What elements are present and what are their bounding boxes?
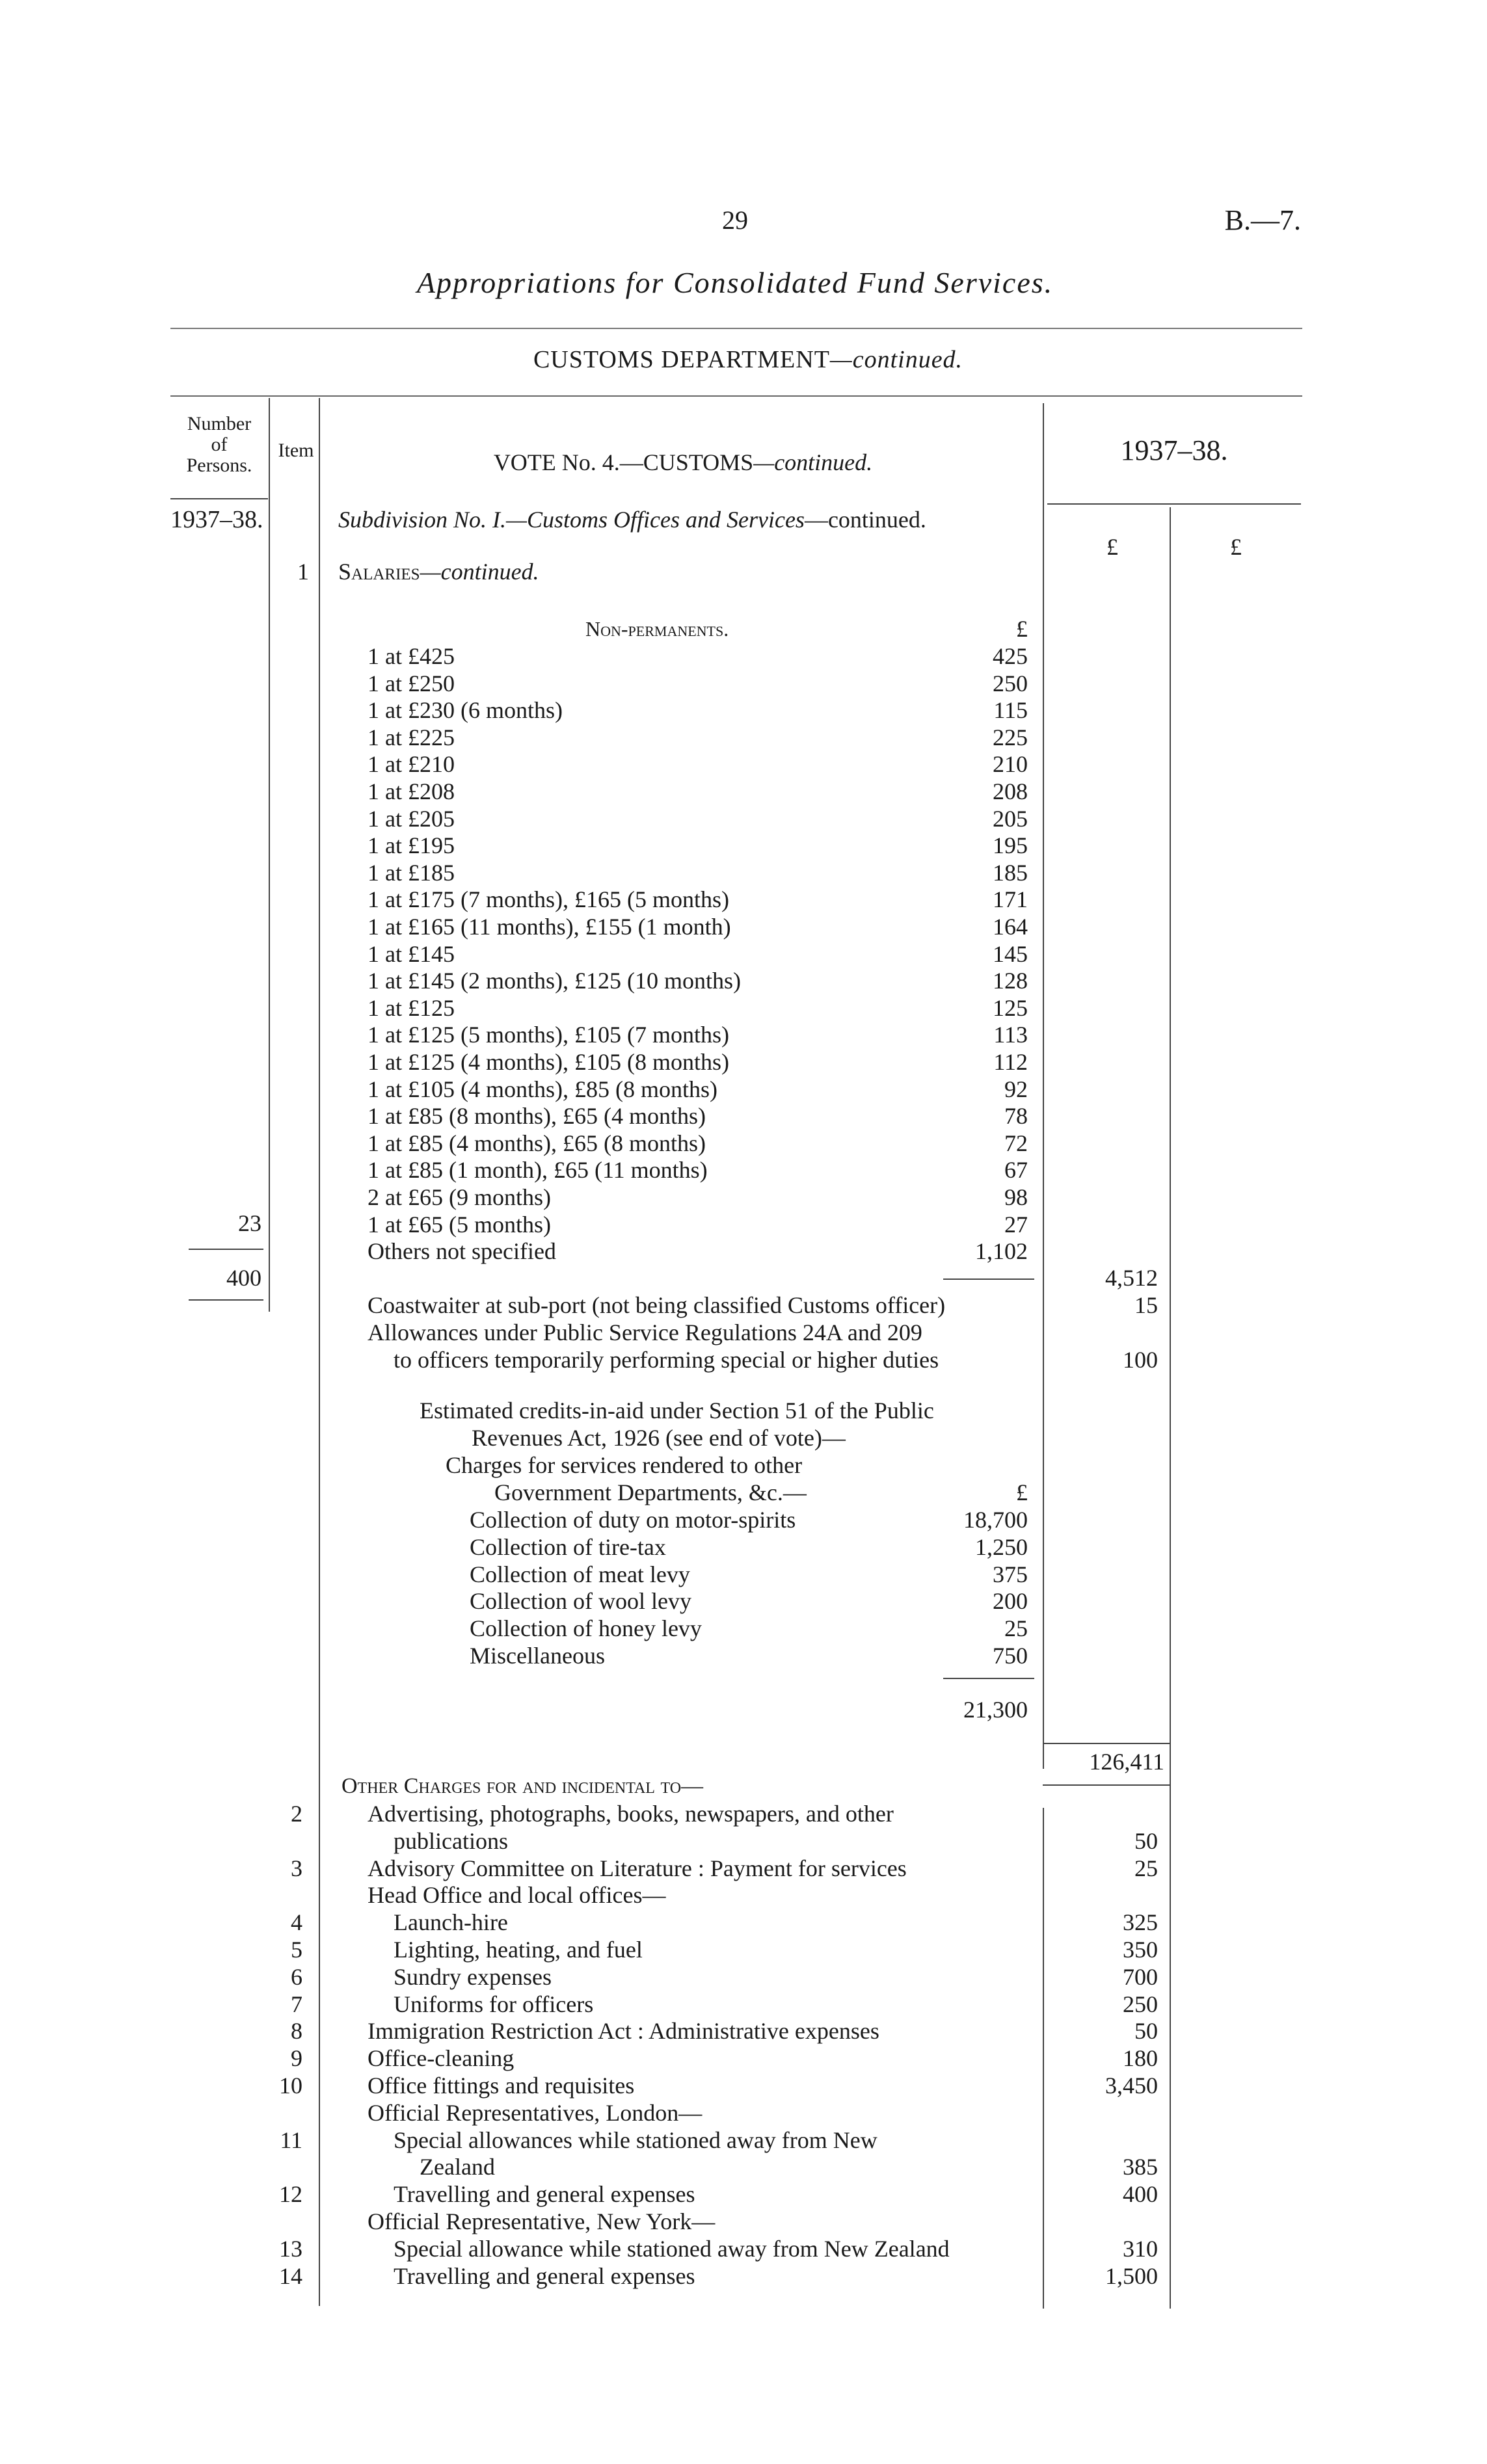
salary-row-value: 205 <box>924 805 1028 832</box>
salary-row-label: 1 at £185 <box>368 860 455 886</box>
other-charge-item-number: 12 <box>279 2181 302 2207</box>
other-charge-value: 1,500 <box>1105 2263 1158 2289</box>
other-charge-item-number: 11 <box>280 2127 302 2153</box>
other-charge-label: Office fittings and requisites <box>368 2073 635 2099</box>
other-charge-label: Advisory Committee on Literature : Payment for services <box>368 1855 907 1881</box>
allowances-label-line-1: Allowances under Public Service Regulations 24A and 209 <box>368 1319 922 1345</box>
salary-row-value: 112 <box>924 1048 1028 1076</box>
item-column-rule <box>319 398 320 2306</box>
other-charge-value: 325 <box>1123 1909 1158 1935</box>
page-number: 29 <box>722 205 748 235</box>
credit-row-label: Collection of wool levy <box>470 1588 691 1614</box>
salaries-total: 126,411 <box>1089 1749 1164 1775</box>
salary-row-label: 1 at £250 <box>368 670 455 696</box>
salary-row-label: 1 at £425 <box>368 643 455 669</box>
other-charge-label: Lighting, heating, and fuel <box>394 1937 643 1963</box>
salary-row-value: 27 <box>924 1211 1028 1238</box>
other-charge-label: Immigration Restriction Act : Administrative expenses <box>368 2018 879 2044</box>
salary-row-label: 1 at £105 (4 months), £85 (8 months) <box>368 1076 717 1102</box>
salary-row-value: 92 <box>924 1076 1028 1103</box>
salary-row-value: 185 <box>924 859 1028 886</box>
salary-row-label: 1 at £125 <box>368 995 455 1021</box>
salary-row-value: 210 <box>924 750 1028 778</box>
credits-intro-line-2: Revenues Act, 1926 (see end of vote)— <box>472 1425 846 1451</box>
other-charge-label: Uniforms for officers <box>394 1991 594 2017</box>
allowances-value: 100 <box>1123 1347 1158 1373</box>
other-charge-label: Special allowances while stationed away from New <box>394 2127 877 2153</box>
salaries-total-bottom-rule <box>1043 1784 1170 1786</box>
salaries-heading: Salaries—continued. <box>338 559 539 585</box>
other-charge-label: Travelling and general expenses <box>394 2181 695 2207</box>
salary-row-label: 1 at £195 <box>368 832 455 858</box>
persons-subtotal: 23 <box>238 1210 261 1236</box>
credit-row-value: 750 <box>993 1643 1028 1669</box>
other-charge-value: 50 <box>1134 2018 1158 2044</box>
credits-total: 21,300 <box>963 1697 1028 1723</box>
persons-column-header: Number of Persons. <box>186 413 252 476</box>
other-charge-label: Sundry expenses <box>394 1964 552 1990</box>
other-charge-item-number: 5 <box>291 1937 302 1963</box>
year-column-header: 1937–38. <box>1120 434 1228 466</box>
salary-row-value: 98 <box>924 1184 1028 1211</box>
other-charge-item-number: 13 <box>279 2236 302 2262</box>
non-permanents-heading: Non-permanents. <box>585 617 729 641</box>
other-charge-label: Official Representatives, London— <box>368 2100 703 2126</box>
other-charge-item-number: 8 <box>291 2018 302 2044</box>
other-charge-item-number: 3 <box>291 1855 302 1881</box>
credits-total-rule <box>943 1678 1034 1679</box>
other-charge-label: Office-cleaning <box>368 2045 515 2071</box>
other-charge-value: 250 <box>1123 1991 1158 2017</box>
page-title: Appropriations for Consolidated Fund Services. <box>416 266 1054 299</box>
salary-row-label: 1 at £205 <box>368 806 455 832</box>
credit-row-label: Collection of duty on motor-spirits <box>470 1507 796 1533</box>
document-reference: B.—7. <box>1224 204 1301 236</box>
salary-row-value: 115 <box>924 696 1028 724</box>
coastwaiter-value: 15 <box>1134 1292 1158 1318</box>
credit-row-value: 25 <box>1004 1615 1028 1641</box>
year-header-rule <box>1047 503 1301 505</box>
other-charge-value: 700 <box>1123 1964 1158 1990</box>
salary-row-label: 1 at £125 (5 months), £105 (7 months) <box>368 1022 729 1048</box>
persons-total-rule <box>189 1299 263 1301</box>
credit-row-label: Miscellaneous <box>470 1643 605 1669</box>
other-charge-label: Travelling and general expenses <box>394 2263 695 2289</box>
other-charge-item-number: 10 <box>279 2073 302 2099</box>
salary-row-label: 1 at £125 (4 months), £105 (8 months) <box>368 1049 729 1075</box>
salary-row-value: 164 <box>924 913 1028 940</box>
other-charge-item-number: 6 <box>291 1964 302 1990</box>
persons-subtotal-rule <box>189 1249 263 1250</box>
other-charge-label-continued: Zealand <box>420 2154 495 2180</box>
salary-row-label: 1 at £175 (7 months), £165 (5 months) <box>368 886 729 912</box>
department-rule <box>170 395 1302 397</box>
salary-row-value: 425 <box>924 642 1028 670</box>
amount-column-rule-upper <box>1043 403 1044 1769</box>
other-charge-label: Advertising, photographs, books, newspapers, and other <box>368 1801 894 1827</box>
other-charge-value: 3,450 <box>1105 2073 1158 2099</box>
credits-pound-symbol: £ <box>1016 1479 1028 1505</box>
coastwaiter-label: Coastwaiter at sub-port (not being classified Customs officer) <box>368 1292 946 1318</box>
other-charge-item-number: 14 <box>279 2263 302 2289</box>
other-charges-heading: Other Charges for and incidental to— <box>342 1774 704 1798</box>
salary-row-label: 1 at £145 (2 months), £125 (10 months) <box>368 968 741 994</box>
other-charge-value: 25 <box>1134 1855 1158 1881</box>
other-charge-item-number: 9 <box>291 2045 302 2071</box>
salary-row-value: 208 <box>924 778 1028 805</box>
other-charge-value: 50 <box>1134 1828 1158 1854</box>
other-charge-value: 350 <box>1123 1937 1158 1963</box>
salary-row-value: 113 <box>924 1021 1028 1048</box>
salary-row-label: 2 at £65 (9 months) <box>368 1184 551 1210</box>
credit-row-value: 375 <box>993 1561 1028 1587</box>
amount-column-rule-lower <box>1043 1808 1044 2309</box>
salaries-item-number: 1 <box>297 559 309 585</box>
other-charge-label: Official Representative, New York— <box>368 2208 716 2234</box>
non-permanents-total: 4,512 <box>1105 1265 1158 1291</box>
salary-row-value: 225 <box>924 724 1028 751</box>
persons-total: 400 <box>226 1265 261 1291</box>
non-permanents-total-rule <box>943 1278 1034 1280</box>
salary-row-label: 1 at £225 <box>368 724 455 750</box>
item-column-header: Item <box>278 440 314 461</box>
salary-row-label: 1 at £165 (11 months), £155 (1 month) <box>368 914 731 940</box>
persons-column-rule <box>269 398 270 1312</box>
other-charge-value: 310 <box>1123 2236 1158 2262</box>
salary-row-value: 78 <box>924 1102 1028 1130</box>
persons-header-rule <box>170 498 268 499</box>
salaries-total-top-rule <box>1043 1743 1170 1744</box>
other-charge-item-number: 4 <box>291 1909 302 1935</box>
salary-row-label: 1 at £85 (1 month), £65 (11 months) <box>368 1157 708 1183</box>
title-rule <box>170 328 1302 329</box>
credit-row-label: Collection of tire-tax <box>470 1534 666 1560</box>
other-charge-label-continued: publications <box>394 1828 508 1854</box>
other-charge-item-number: 2 <box>291 1801 302 1827</box>
subdivision-heading: Subdivision No. I.—Customs Offices and Services—continued. <box>338 507 926 533</box>
credit-row-label: Collection of honey levy <box>470 1615 702 1641</box>
salary-row-value: 145 <box>924 940 1028 968</box>
other-charge-label: Launch-hire <box>394 1909 508 1935</box>
credit-row-value: 200 <box>993 1588 1028 1614</box>
other-charge-label: Head Office and local offices— <box>368 1882 666 1908</box>
salary-row-value: 1,102 <box>924 1238 1028 1265</box>
other-charge-value: 385 <box>1123 2154 1158 2180</box>
vote-title: VOTE No. 4.—CUSTOMS—continued. <box>493 449 873 475</box>
salary-row-label: 1 at £208 <box>368 778 455 804</box>
other-charge-label: Special allowance while stationed away from New Zealand <box>394 2236 950 2262</box>
other-charge-value: 180 <box>1123 2045 1158 2071</box>
salary-row-label: 1 at £230 (6 months) <box>368 697 563 723</box>
allowances-label-line-2: to officers temporarily performing special or higher duties <box>394 1347 939 1373</box>
salary-row-value: 128 <box>924 967 1028 994</box>
other-charge-item-number: 7 <box>291 1991 302 2017</box>
persons-year-label: 1937–38. <box>170 506 263 533</box>
salary-row-label: 1 at £85 (8 months), £65 (4 months) <box>368 1103 706 1129</box>
salary-row-value: 125 <box>924 994 1028 1022</box>
department-heading: CUSTOMS DEPARTMENT—continued. <box>533 346 963 373</box>
credit-row-value: 18,700 <box>963 1507 1028 1533</box>
credit-row-value: 1,250 <box>975 1534 1028 1560</box>
credits-intro-line-3: Charges for services rendered to other <box>446 1452 803 1478</box>
salary-row-label: 1 at £210 <box>368 751 455 777</box>
salary-row-label: 1 at £145 <box>368 941 455 967</box>
pound-column-1: £ <box>1106 534 1118 560</box>
pound-column-2: £ <box>1230 534 1242 560</box>
salary-row-value: 171 <box>924 886 1028 913</box>
salary-row-label: 1 at £85 (4 months), £65 (8 months) <box>368 1130 706 1156</box>
salary-row-value: 195 <box>924 832 1028 859</box>
subtotal-column-rule <box>1170 507 1171 2309</box>
other-charge-value: 400 <box>1123 2181 1158 2207</box>
credit-row-label: Collection of meat levy <box>470 1561 690 1587</box>
salary-row-label: Others not specified <box>368 1238 556 1264</box>
salary-row-value: 250 <box>924 670 1028 697</box>
non-permanents-pound-symbol: £ <box>1016 616 1028 642</box>
salary-row-value: 72 <box>924 1130 1028 1157</box>
salary-row-label: 1 at £65 (5 months) <box>368 1212 551 1238</box>
credits-intro-line-1: Estimated credits-in-aid under Section 51 of the Public <box>420 1398 934 1424</box>
salary-row-value: 67 <box>924 1156 1028 1184</box>
credits-intro-line-4: Government Departments, &c.— <box>494 1479 807 1505</box>
